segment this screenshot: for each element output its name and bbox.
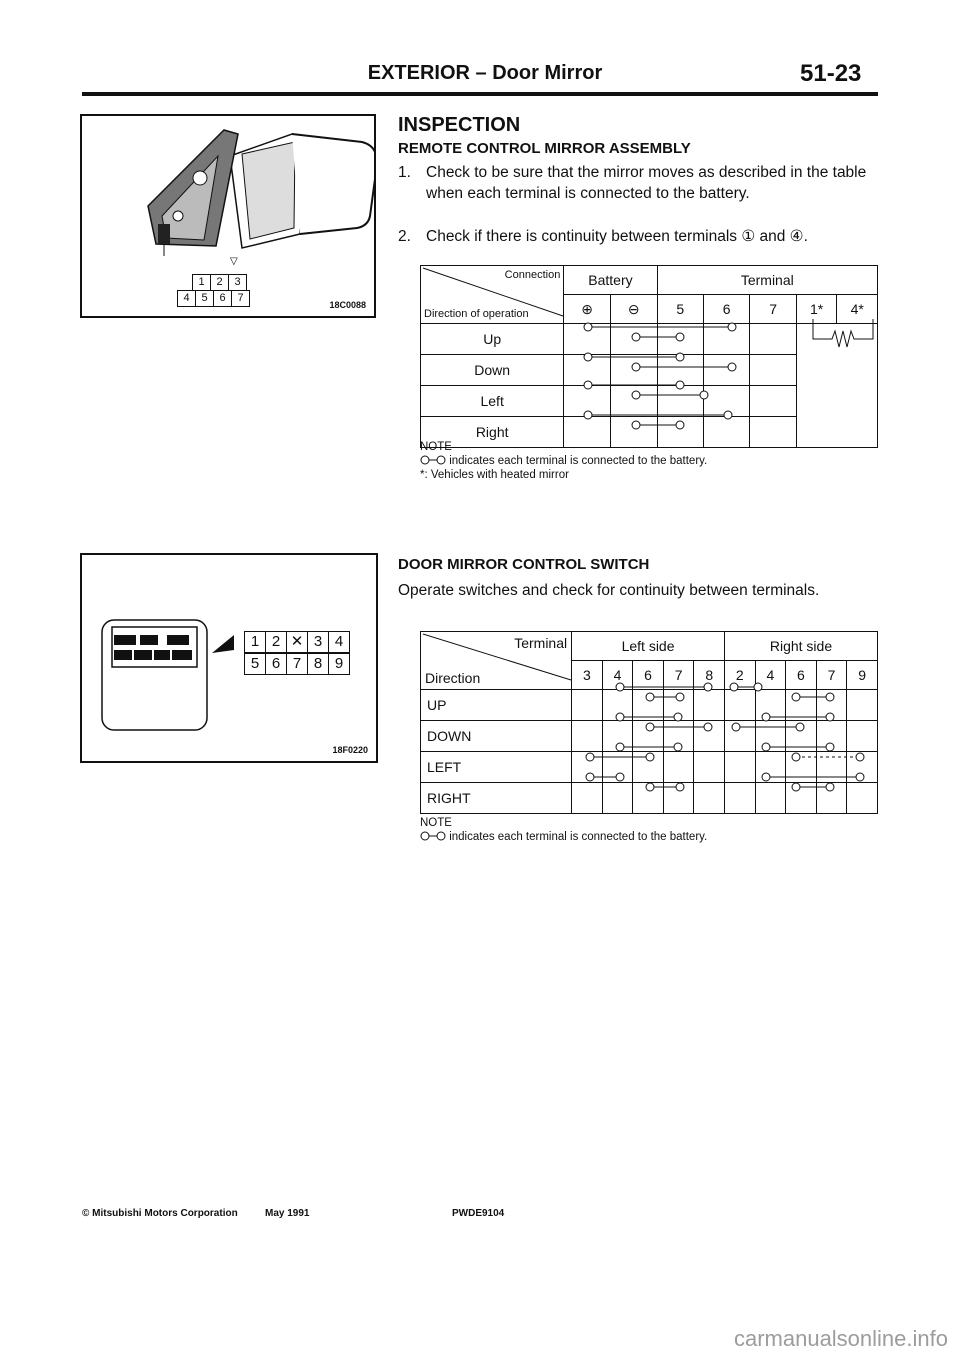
right-connection (584, 411, 732, 429)
corner-bottom-label: Direction (425, 670, 481, 686)
note-label: NOTE (420, 817, 452, 829)
step-number: 2. (398, 228, 411, 245)
col-header: 6 (703, 295, 749, 324)
row-label: LEFT (421, 752, 572, 783)
col-header: 7 (750, 295, 796, 324)
col-header: ⊖ (610, 295, 657, 324)
row-label: Up (421, 324, 564, 355)
control-switch-heading: DOOR MIRROR CONTROL SWITCH (398, 556, 650, 573)
row-label: Down (421, 355, 564, 386)
terminal-label: 7 (231, 290, 250, 307)
table2-note (420, 816, 870, 844)
row-label: Left (421, 386, 564, 417)
note-line (420, 830, 870, 844)
corner-bottom-label: Direction of operation (424, 308, 529, 320)
left-connection (586, 743, 864, 761)
control-switch-text: Operate switches and check for continuity between terminals. (398, 582, 820, 599)
col-header: 7 (663, 661, 694, 690)
watermark: carmanualsonline.info (733, 1326, 948, 1351)
col-header: 8 (694, 661, 725, 690)
col-header: 1* (796, 295, 837, 324)
step-number: 1. (398, 164, 411, 181)
terminal-label: 4 (328, 631, 350, 653)
note-heated-mirror: *: Vehicles with heated mirror (420, 469, 569, 481)
left-side-header: Left side (572, 632, 725, 661)
note-text: indicates each terminal is connected to the battery. (449, 455, 708, 467)
col-header: 4 (602, 661, 633, 690)
figure-code: 18C0088 (329, 300, 366, 310)
corner-top-label: Terminal (514, 635, 568, 651)
terminal-label: 4 (177, 290, 196, 307)
terminal-label: 5 (195, 290, 214, 307)
connector-terminal-bottom-row (177, 288, 249, 307)
row-label: Right (421, 417, 564, 448)
row-label: UP (421, 690, 572, 721)
terminal-label: 7 (286, 653, 308, 675)
down-connection (584, 353, 736, 371)
col-header: 7 (816, 661, 847, 690)
down-connection (616, 713, 834, 731)
mirror-assembly-figure (80, 114, 376, 318)
footer-date: May 1991 (265, 1208, 310, 1219)
connector-terminal-top-row (244, 631, 349, 653)
right-side-header: Right side (725, 632, 878, 661)
control-switch-figure (80, 553, 378, 763)
svg-text:▽: ▽ (230, 256, 238, 267)
battery-group-header: Battery (564, 266, 657, 295)
terminal-label: 5 (244, 653, 266, 675)
note-label: NOTE (420, 441, 452, 453)
col-header: 4 (755, 661, 786, 690)
col-header: 4* (837, 295, 878, 324)
table1-connection-marks (420, 265, 880, 435)
table1-note (420, 440, 870, 482)
connector-terminal-bottom-row (244, 653, 349, 675)
connection-symbol-icon (420, 831, 446, 841)
terminal-label: 9 (328, 653, 350, 675)
col-header: 5 (657, 295, 703, 324)
left-connection (584, 381, 708, 399)
right-connection (586, 773, 864, 791)
col-header: ⊕ (564, 295, 611, 324)
connection-symbol-icon (420, 455, 446, 465)
col-header: 6 (633, 661, 664, 690)
col-header: 6 (786, 661, 817, 690)
figure-code: 18F0220 (332, 745, 368, 755)
step-text: Check to be sure that the mirror moves as described in the table when each terminal is connected to the battery. (426, 164, 867, 202)
footer-copyright: © Mitsubishi Motors Corporation (82, 1208, 238, 1219)
terminal-label: 1 (244, 631, 266, 653)
terminal-label: 3 (228, 274, 247, 291)
row-label: DOWN (421, 721, 572, 752)
terminal-label: 3 (307, 631, 329, 653)
terminal-label: 1 (192, 274, 211, 291)
col-header: 3 (572, 661, 603, 690)
page-title: EXTERIOR – Door Mirror (367, 62, 603, 84)
heater-resistor-symbol (813, 319, 873, 347)
page-number: 51-23 (800, 60, 862, 87)
up-connection (616, 683, 834, 701)
terminal-label: 2 (210, 274, 229, 291)
table2-connection-marks (420, 631, 880, 807)
terminal-label: 8 (307, 653, 329, 675)
terminal-label: 6 (213, 290, 232, 307)
blocked-terminal: ✕ (286, 631, 308, 653)
up-connection (584, 323, 736, 341)
step-text: Check if there is continuity between terminals ① and ④. (426, 228, 808, 245)
header-rule (82, 92, 878, 96)
terminal-label: 2 (265, 631, 287, 653)
note-line (420, 454, 870, 468)
corner-top-label: Connection (504, 269, 561, 281)
note-text: indicates each terminal is connected to the battery. (449, 831, 708, 843)
inspection-step-1 (398, 162, 878, 204)
inspection-step-2 (398, 226, 878, 247)
row-label: RIGHT (421, 783, 572, 814)
terminal-label: 6 (265, 653, 287, 675)
terminal-group-header: Terminal (657, 266, 877, 295)
remote-control-mirror-heading: REMOTE CONTROL MIRROR ASSEMBLY (398, 140, 691, 157)
inspection-heading: INSPECTION (398, 114, 521, 136)
footer-doc-code: PWDE9104 (452, 1208, 505, 1219)
col-header: 2 (725, 661, 756, 690)
col-header: 9 (847, 661, 878, 690)
